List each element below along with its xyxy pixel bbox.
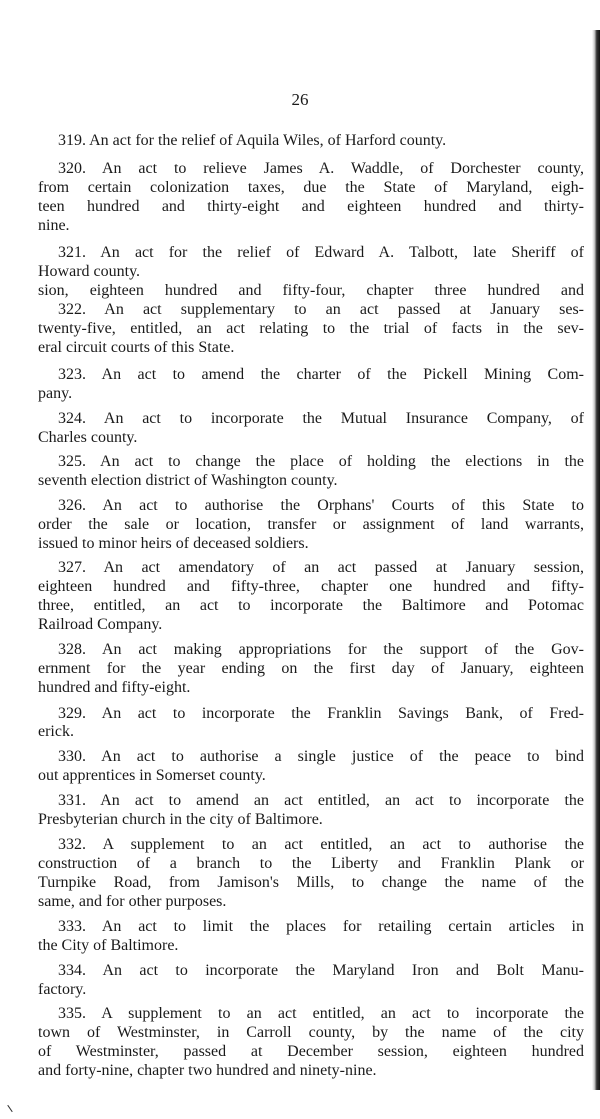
act-entry-start-line: 334. An act to incorporate the Maryland Iron and Bolt Manu- [58, 962, 584, 979]
text-line: factory. [38, 981, 87, 998]
act-entry-start-line: 325. An act to change the place of holding the elections in the [58, 453, 584, 470]
text-line: of Westminster, passed at December session, eighteen hundred [38, 1043, 584, 1060]
act-entry-start-line: 328. An act making appropriations for the support of the Gov- [58, 641, 584, 658]
act-entry-start-line: 330. An act to authorise a single justice of the peace to bind [58, 748, 584, 765]
text-line: Howard county. [38, 263, 141, 280]
text-line: order the sale or location, transfer or assignment of land warrants, [38, 516, 584, 533]
scan-mark [7, 1105, 12, 1112]
act-entry-start-line: 321. An act for the relief of Edward A. Talbott, late Sheriff of [58, 244, 584, 261]
text-line: out apprentices in Somerset county. [38, 767, 266, 784]
act-entry-start-line: 329. An act to incorporate the Franklin Savings Bank, of Fred- [58, 705, 584, 722]
text-line: eral circuit courts of this State. [38, 339, 235, 356]
page-number: 26 [291, 90, 309, 109]
text-line: Charles county. [38, 429, 138, 446]
text-line: town of Westminster, in Carroll county, by the name of the city [38, 1024, 584, 1041]
text-line: ernment for the year ending on the first day of January, eighteen [38, 660, 584, 677]
text-line: erick. [38, 723, 74, 740]
text-line: eighteen hundred and fifty-three, chapter one hundred and fifty- [38, 578, 584, 595]
act-entry-start-line: 320. An act to relieve James A. Waddle, of Dorchester county, [58, 160, 584, 177]
text-line: twenty-five, entitled, an act relating to the trial of facts in the sev- [38, 320, 584, 337]
act-entry-start-line: 322. An act supplementary to an act passed at January ses- [58, 301, 584, 318]
text-line: construction of a branch to the Liberty and Franklin Plank or [38, 855, 584, 872]
text-line: hundred and fifty-eight. [38, 679, 191, 696]
act-entry-start-line: 327. An act amendatory of an act passed at January session, [58, 559, 584, 576]
text-line: teen hundred and thirty-eight and eighteen hundred and thirty- [38, 198, 584, 215]
act-entry-start-line: 333. An act to limit the places for retailing certain articles in [58, 918, 584, 935]
text-line: same, and for other purposes. [38, 893, 227, 910]
text-line: from certain colonization taxes, due the State of Maryland, eigh- [38, 179, 584, 196]
act-entry-start-line: 323. An act to amend the charter of the Pickell Mining Com- [58, 366, 584, 383]
text-line: sion, eighteen hundred and fifty-four, chapter three hundred and [38, 282, 584, 299]
text-line: three, entitled, an act to incorporate the Baltimore and Potomac [38, 597, 584, 614]
page-edge-shadow [592, 30, 600, 1090]
text-line: seventh election district of Washington county. [38, 472, 338, 489]
text-line: pany. [38, 385, 73, 402]
act-entry-start-line: 319. An act for the relief of Aquila Wiles, of Harford county. [58, 132, 447, 149]
act-entry-start-line: 335. A supplement to an act entitled, an act to incorporate the [58, 1005, 584, 1022]
text-line: nine. [38, 217, 70, 234]
text-line: Presbyterian church in the city of Baltimore. [38, 811, 323, 828]
act-entry-start-line: 324. An act to incorporate the Mutual Insurance Company, of [58, 410, 584, 427]
act-entry-start-line: 326. An act to authorise the Orphans' Courts of this State to [58, 497, 584, 514]
text-line: Turnpike Road, from Jamison's Mills, to change the name of the [38, 874, 584, 891]
text-line: Railroad Company. [38, 616, 163, 633]
text-line: issued to minor heirs of deceased soldiers. [38, 535, 309, 552]
act-entry-start-line: 332. A supplement to an act entitled, an act to authorise the [58, 836, 584, 853]
text-line: and forty-nine, chapter two hundred and ninety-nine. [38, 1062, 377, 1079]
act-entry-start-line: 331. An act to amend an act entitled, an act to incorporate the [58, 792, 584, 809]
text-line: the City of Baltimore. [38, 937, 179, 954]
